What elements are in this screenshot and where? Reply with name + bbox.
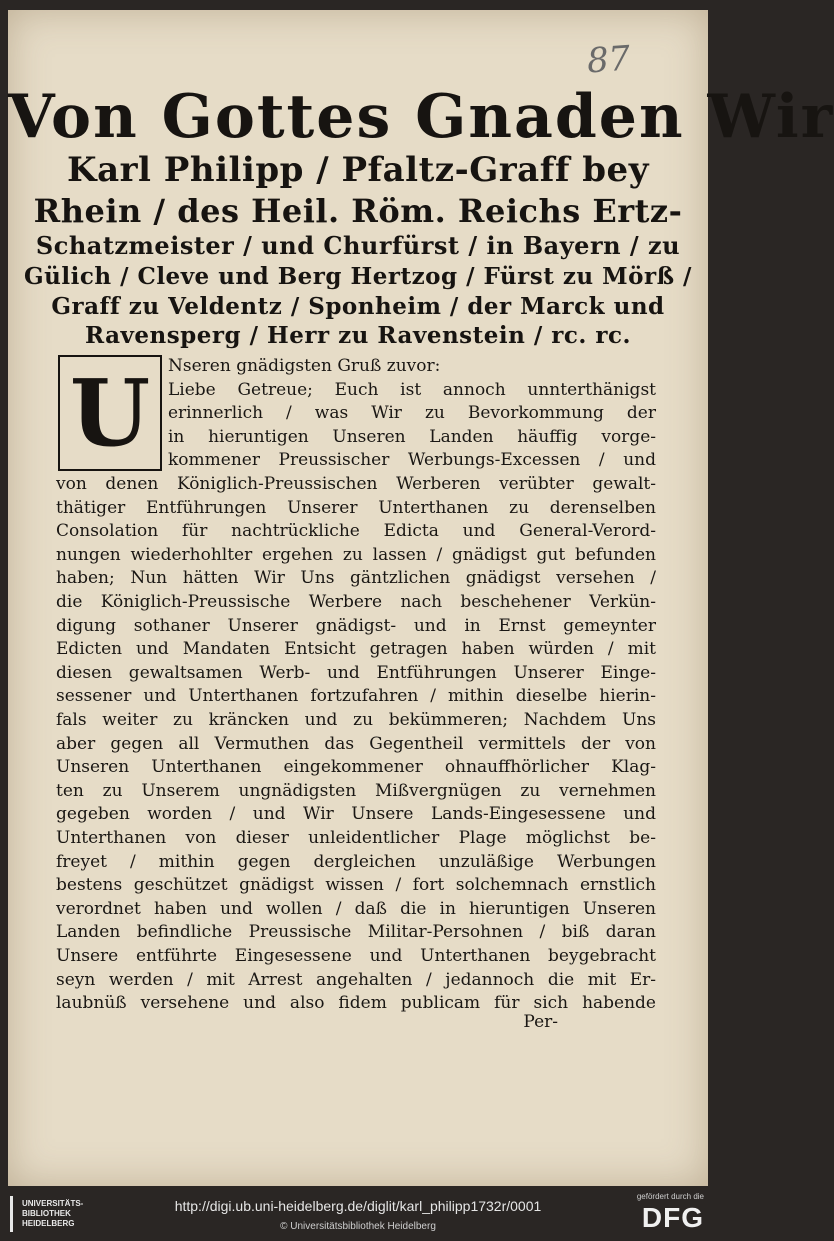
title-block-line: Rhein / des Heil. Röm. Reichs Ertz- bbox=[33, 192, 683, 230]
body-line: in hieruntigen Unseren Landen häuffig vorge- bbox=[168, 426, 656, 447]
body-line: ten zu Unserem ungnädigsten Mißvergnügen zu vernehmen bbox=[56, 780, 656, 801]
catchword: Per- bbox=[523, 1012, 558, 1032]
document-page bbox=[8, 10, 834, 1186]
body-line: bestens geschützet gnädigst wissen / fort solchemnach ernstlich bbox=[56, 875, 656, 896]
viewer-footer bbox=[0, 1186, 716, 1241]
body-line: freyet / mithin gegen dergleichen unzuläßige Werbungen bbox=[56, 851, 656, 872]
body-line: Unterthanen von dieser unleidentlicher Plage möglichst be- bbox=[56, 828, 656, 848]
body-line: gegeben worden / und Wir Unsere Lands-Eingesessene und bbox=[56, 804, 656, 825]
title-block-line: Ravensperg / Herr zu Ravenstein / rc. rc. bbox=[84, 322, 632, 349]
body-line: nungen wiederhohlter ergehen zu lassen / gnädigst gut befunden bbox=[56, 544, 656, 565]
body-line: digung sothaner Unserer gnädigst- und in Ernst gemeynter bbox=[56, 615, 656, 636]
body-line: Unsere entführte Eingesessene und Unterthanen beygebracht bbox=[56, 946, 656, 966]
initial-letter: U bbox=[69, 359, 151, 467]
body-line: erinnerlich / was Wir zu Bevorkommung der bbox=[168, 403, 656, 424]
body-line: verordnet haben und wollen / daß die in hieruntigen Unseren bbox=[56, 898, 656, 919]
title-block-line: Karl Philipp / Pfaltz-Graff bey bbox=[67, 150, 649, 190]
body-line: Edicten und Mandaten Entsicht getragen haben würden / mit bbox=[56, 639, 656, 660]
body-line: sessener und Unterthanen fortzufahren / mithin dieselbe hierin- bbox=[56, 686, 656, 707]
body-line: seyn werden / mit Arrest angehalten / jedannoch die mit Er- bbox=[56, 969, 656, 990]
body-line: Liebe Getreue; Euch ist annoch unnterthänigst bbox=[168, 379, 656, 400]
body-line: diesen gewaltsamen Werb- und Entführungen Unserer Einge- bbox=[56, 662, 656, 683]
body-line: laubnüß versehene und also fidem publicam für sich habende bbox=[56, 993, 656, 1014]
body-line: fals weiter zu kräncken und zu bekümmeren; Nachdem Uns bbox=[56, 710, 656, 730]
body-line: Landen befindliche Preussische Militar-Persohnen / biß daran bbox=[56, 922, 656, 943]
body-line: die Königlich-Preussische Werbere nach beschehener Verkün- bbox=[56, 592, 656, 612]
shelfmark-number: 87 bbox=[585, 38, 632, 82]
title-line: Von Gottes Gnaden Wir bbox=[8, 82, 834, 152]
copyright-notice: © Universitätsbibliothek Heidelberg bbox=[280, 1221, 436, 1232]
title-block-line: Graff zu Veldentz / Sponheim / der Marck und bbox=[51, 293, 665, 320]
body-line: Unseren Unterthanen eingekommener ohnauffhörlicher Klag- bbox=[56, 757, 656, 778]
title-block-line: Schatzmeister / und Churfürst / in Bayern / zu bbox=[35, 231, 681, 260]
body-line: von denen Königlich-Preussischen Werberen verübter gewalt- bbox=[56, 474, 656, 494]
title-block-line: Gülich / Cleve und Berg Hertzog / Fürst zu Mörß / bbox=[24, 263, 692, 290]
body-line: thätiger Entführungen Unserer Unterthanen zu derenselben bbox=[56, 497, 656, 518]
body-line: haben; Nun hätten Wir Uns gäntzlichen gnädigst versehen / bbox=[56, 568, 656, 589]
funder-logo[interactable]: DFG bbox=[641, 1202, 704, 1233]
library-logo-text: UNIVERSITÄTS- BIBLIOTHEK HEIDELBERG bbox=[22, 1199, 84, 1228]
body-line: Nseren gnädigsten Gruß zuvor: bbox=[168, 356, 441, 376]
body-line: kommener Preussischer Werbungs-Excessen / und bbox=[168, 450, 656, 471]
funding-note: gefördert durch die bbox=[636, 1192, 704, 1201]
decorated-initial bbox=[58, 355, 162, 471]
permalink-url[interactable]: http://digi.ub.uni-heidelberg.de/diglit/karl_philipp1732r/0001 bbox=[174, 1198, 542, 1214]
body-line: aber gegen all Vermuthen das Gegentheil vermittels der von bbox=[56, 733, 656, 754]
body-line: Consolation für nachtrückliche Edicta und General-Verord- bbox=[56, 521, 656, 542]
